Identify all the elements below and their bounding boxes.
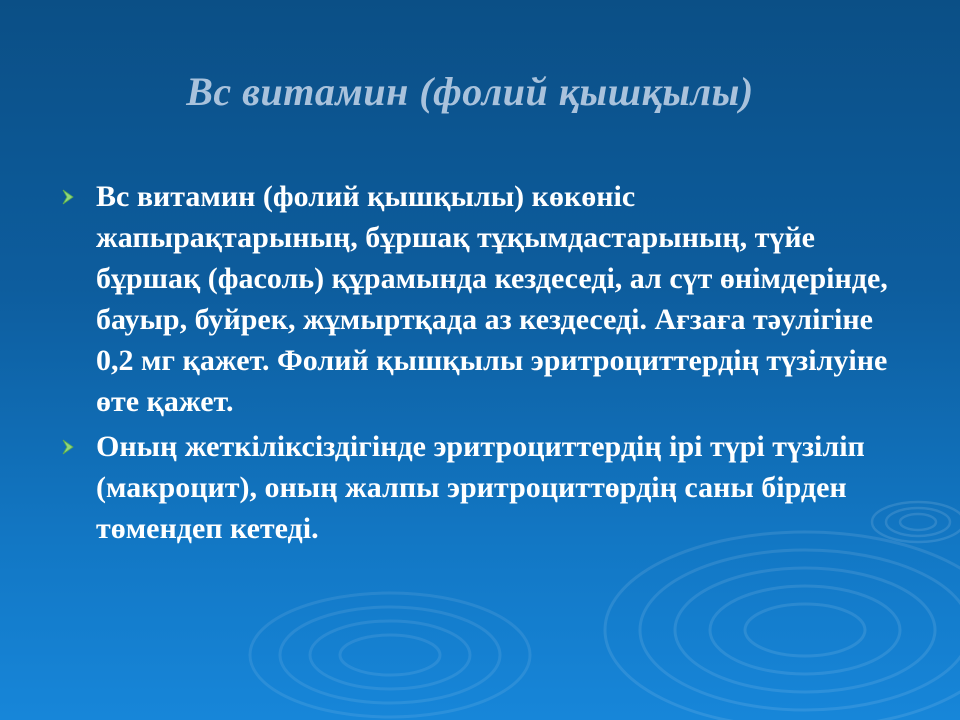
bullet-item: [55, 176, 915, 422]
bullet-text: Вс витамин (фолий қышқылы) көкөніс жапырақтарының, бұршақ тұқымдастарының, түйе бұршақ (фасоль) құрамында кездеседі, ал сүт өнімдерінде, бауыр, буйрек, жұмыртқада аз кездеседі. Ағзаға тәулігіне 0,2 мг қажет. Фолий қышқылы эритроциттердің түзілуіне өте қажет.: [96, 180, 888, 418]
bullet-list: [55, 176, 915, 553]
bullet-item: [55, 426, 915, 549]
slide-title: Вс витамин (фолий қышқылы): [186, 69, 754, 114]
arrowhead-bullet-icon: [61, 176, 81, 217]
arrowhead-bullet-icon: [61, 426, 81, 467]
bullet-text: Оның жеткіліксіздігінде эритроциттердің ірі түрі түзіліп (макроцит), оның жалпы эритроциттөрдің саны бірден төмендеп кетеді.: [96, 430, 865, 545]
